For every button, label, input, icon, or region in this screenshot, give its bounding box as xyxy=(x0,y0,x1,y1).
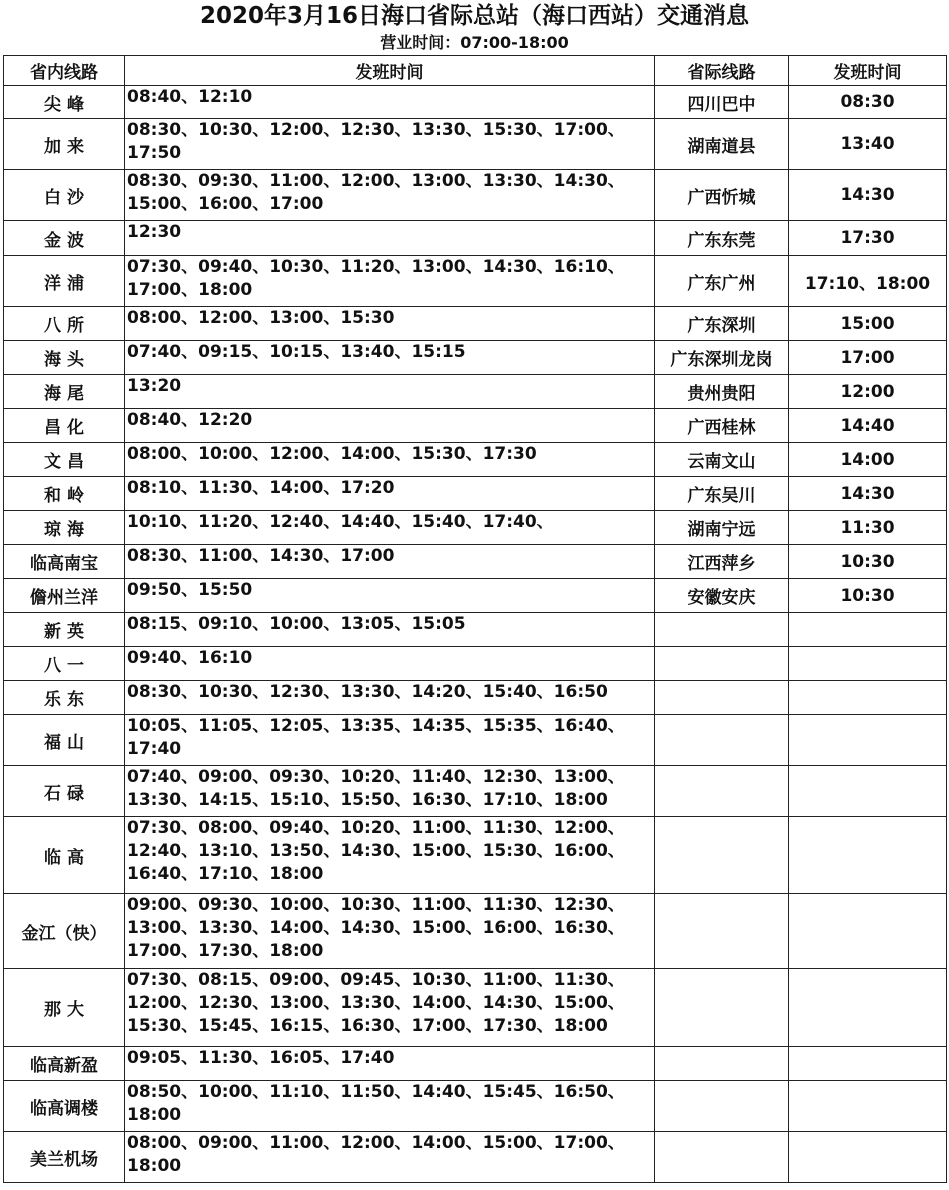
domestic-route-cell: 八 一 xyxy=(4,647,125,681)
table-row xyxy=(4,86,947,119)
inter-route-cell: 湖南宁远 xyxy=(655,511,789,545)
table-row xyxy=(4,817,947,894)
domestic-times-cell: 09:00、09:30、10:00、10:30、11:00、11:30、12:30、 13:00、13:30、14:00、14:30、15:00、16:00、16:30、 17:00、17:30、18:00 xyxy=(125,894,655,969)
inter-time-cell: 17:10、18:00 xyxy=(789,256,947,307)
table-row xyxy=(4,969,947,1047)
inter-route-cell xyxy=(655,1047,789,1081)
domestic-times-cell: 08:00、12:00、13:00、15:30 xyxy=(125,307,655,341)
domestic-route-cell: 尖 峰 xyxy=(4,86,125,119)
inter-time-cell: 10:30 xyxy=(789,545,947,579)
domestic-route-cell: 洋 浦 xyxy=(4,256,125,307)
domestic-route-cell: 海 头 xyxy=(4,341,125,375)
domestic-times-cell: 08:30、11:00、14:30、17:00 xyxy=(125,545,655,579)
inter-route-cell: 云南文山 xyxy=(655,443,789,477)
inter-time-cell xyxy=(789,647,947,681)
inter-route-cell xyxy=(655,766,789,817)
domestic-times-cell: 08:40、12:10 xyxy=(125,86,655,119)
domestic-times-cell: 10:05、11:05、12:05、13:35、14:35、15:35、16:40、 17:40 xyxy=(125,715,655,766)
domestic-route-cell: 临 高 xyxy=(4,817,125,894)
domestic-route-cell: 石 碌 xyxy=(4,766,125,817)
domestic-route-cell: 美兰机场 xyxy=(4,1132,125,1183)
domestic-times-cell: 07:30、09:40、10:30、11:20、13:00、14:30、16:10、 17:00、18:00 xyxy=(125,256,655,307)
inter-time-cell xyxy=(789,817,947,894)
domestic-times-cell: 08:00、09:00、11:00、12:00、14:00、15:00、17:00、 18:00 xyxy=(125,1132,655,1183)
domestic-times-cell: 07:40、09:00、09:30、10:20、11:40、12:30、13:00、 13:30、14:15、15:10、15:50、16:30、17:10、18:00 xyxy=(125,766,655,817)
domestic-route-cell: 儋州兰洋 xyxy=(4,579,125,613)
table-row xyxy=(4,1132,947,1183)
domestic-route-cell: 海 尾 xyxy=(4,375,125,409)
domestic-times-cell: 12:30 xyxy=(125,221,655,256)
domestic-times-cell: 13:20 xyxy=(125,375,655,409)
domestic-route-cell: 临高新盈 xyxy=(4,1047,125,1081)
inter-route-cell: 安徽安庆 xyxy=(655,579,789,613)
inter-route-cell: 广东深圳 xyxy=(655,307,789,341)
table-row xyxy=(4,256,947,307)
domestic-route-cell: 福 山 xyxy=(4,715,125,766)
inter-time-cell: 12:00 xyxy=(789,375,947,409)
domestic-route-cell: 金 波 xyxy=(4,221,125,256)
inter-route-cell xyxy=(655,894,789,969)
inter-time-cell: 14:40 xyxy=(789,409,947,443)
inter-route-cell xyxy=(655,647,789,681)
inter-time-cell xyxy=(789,766,947,817)
inter-time-cell xyxy=(789,894,947,969)
domestic-times-cell: 07:30、08:15、09:00、09:45、10:30、11:00、11:30、 12:00、12:30、13:00、13:30、14:00、14:30、15:00、 15:30、15:45、16:15、16:30、17:00、17:30、18:00 xyxy=(125,969,655,1047)
table-row xyxy=(4,1047,947,1081)
table-row xyxy=(4,511,947,545)
table-row xyxy=(4,681,947,715)
inter-time-header: 发班时间 xyxy=(789,56,947,86)
inter-route-cell xyxy=(655,715,789,766)
inter-time-cell xyxy=(789,1047,947,1081)
domestic-times-cell: 08:30、09:30、11:00、12:00、13:00、13:30、14:30、 15:00、16:00、17:00 xyxy=(125,170,655,221)
inter-time-cell: 15:00 xyxy=(789,307,947,341)
table-row xyxy=(4,477,947,511)
inter-route-cell: 广东深圳龙岗 xyxy=(655,341,789,375)
inter-route-cell: 湖南道县 xyxy=(655,119,789,170)
domestic-times-cell: 08:30、10:30、12:00、12:30、13:30、15:30、17:00、 17:50 xyxy=(125,119,655,170)
table-row xyxy=(4,647,947,681)
domestic-times-cell: 10:10、11:20、12:40、14:40、15:40、17:40、 xyxy=(125,511,655,545)
domestic-route-cell: 乐 东 xyxy=(4,681,125,715)
inter-route-cell: 广西桂林 xyxy=(655,409,789,443)
business-hours: 营业时间：07:00-18:00 xyxy=(380,33,569,52)
table-row xyxy=(4,1081,947,1132)
table-row xyxy=(4,119,947,170)
domestic-times-cell: 07:30、08:00、09:40、10:20、11:00、11:30、12:00、 12:40、13:10、13:50、14:30、15:00、15:30、16:00、 16:40、17:10、18:00 xyxy=(125,817,655,894)
domestic-times-cell: 09:05、11:30、16:05、17:40 xyxy=(125,1047,655,1081)
inter-time-cell: 17:00 xyxy=(789,341,947,375)
inter-time-cell xyxy=(789,613,947,647)
domestic-route-cell: 新 英 xyxy=(4,613,125,647)
inter-time-cell: 11:30 xyxy=(789,511,947,545)
table-row xyxy=(4,221,947,256)
inter-route-cell xyxy=(655,613,789,647)
domestic-times-cell: 09:40、16:10 xyxy=(125,647,655,681)
domestic-route-cell: 加 来 xyxy=(4,119,125,170)
domestic-route-cell: 琼 海 xyxy=(4,511,125,545)
domestic-times-cell: 08:15、09:10、10:00、13:05、15:05 xyxy=(125,613,655,647)
header-row xyxy=(4,56,947,86)
table-row xyxy=(4,170,947,221)
inter-route-cell xyxy=(655,681,789,715)
inter-route-cell: 四川巴中 xyxy=(655,86,789,119)
domestic-route-cell: 和 岭 xyxy=(4,477,125,511)
domestic-route-cell: 昌 化 xyxy=(4,409,125,443)
inter-time-cell: 17:30 xyxy=(789,221,947,256)
table-row xyxy=(4,375,947,409)
inter-time-cell: 08:30 xyxy=(789,86,947,119)
inter-route-cell: 贵州贵阳 xyxy=(655,375,789,409)
table-row xyxy=(4,579,947,613)
table-row xyxy=(4,307,947,341)
inter-time-cell: 14:30 xyxy=(789,170,947,221)
page-title: 2020年3月16日海口省际总站（海口西站）交通消息 xyxy=(199,3,750,29)
inter-route-cell: 广东吴川 xyxy=(655,477,789,511)
table-row xyxy=(4,409,947,443)
domestic-route-cell: 文 昌 xyxy=(4,443,125,477)
inter-route-cell xyxy=(655,1132,789,1183)
domestic-times-cell: 08:50、10:00、11:10、11:50、14:40、15:45、16:50、 18:00 xyxy=(125,1081,655,1132)
domestic-times-cell: 08:30、10:30、12:30、13:30、14:20、15:40、16:50 xyxy=(125,681,655,715)
inter-time-cell: 13:40 xyxy=(789,119,947,170)
inter-time-cell xyxy=(789,969,947,1047)
domestic-route-cell: 那 大 xyxy=(4,969,125,1047)
inter-route-cell: 广西忻城 xyxy=(655,170,789,221)
table-row xyxy=(4,613,947,647)
inter-time-cell xyxy=(789,1081,947,1132)
inter-time-cell: 10:30 xyxy=(789,579,947,613)
domestic-route-cell: 临高南宝 xyxy=(4,545,125,579)
domestic-times-cell: 08:40、12:20 xyxy=(125,409,655,443)
domestic-times-cell: 08:00、10:00、12:00、14:00、15:30、17:30 xyxy=(125,443,655,477)
domestic-route-cell: 白 沙 xyxy=(4,170,125,221)
domestic-time-header: 发班时间 xyxy=(125,56,655,86)
table-row xyxy=(4,894,947,969)
domestic-times-cell: 08:10、11:30、14:00、17:20 xyxy=(125,477,655,511)
domestic-route-cell: 八 所 xyxy=(4,307,125,341)
table-row xyxy=(4,341,947,375)
inter-time-cell: 14:30 xyxy=(789,477,947,511)
domestic-route-cell: 金江（快） xyxy=(4,894,125,969)
table-row xyxy=(4,766,947,817)
inter-route-cell: 广东广州 xyxy=(655,256,789,307)
inter-route-header: 省际线路 xyxy=(655,56,789,86)
inter-route-cell: 江西萍乡 xyxy=(655,545,789,579)
domestic-times-cell: 07:40、09:15、10:15、13:40、15:15 xyxy=(125,341,655,375)
domestic-times-cell: 09:50、15:50 xyxy=(125,579,655,613)
inter-route-cell xyxy=(655,1081,789,1132)
inter-route-cell xyxy=(655,817,789,894)
table-row xyxy=(4,715,947,766)
table-row xyxy=(4,545,947,579)
domestic-route-cell: 临高调楼 xyxy=(4,1081,125,1132)
inter-route-cell xyxy=(655,969,789,1047)
inter-route-cell: 广东东莞 xyxy=(655,221,789,256)
inter-time-cell xyxy=(789,715,947,766)
schedule-table xyxy=(3,55,947,1183)
domestic-route-header: 省内线路 xyxy=(4,56,125,86)
inter-time-cell xyxy=(789,681,947,715)
table-row xyxy=(4,443,947,477)
inter-time-cell xyxy=(789,1132,947,1183)
inter-time-cell: 14:00 xyxy=(789,443,947,477)
